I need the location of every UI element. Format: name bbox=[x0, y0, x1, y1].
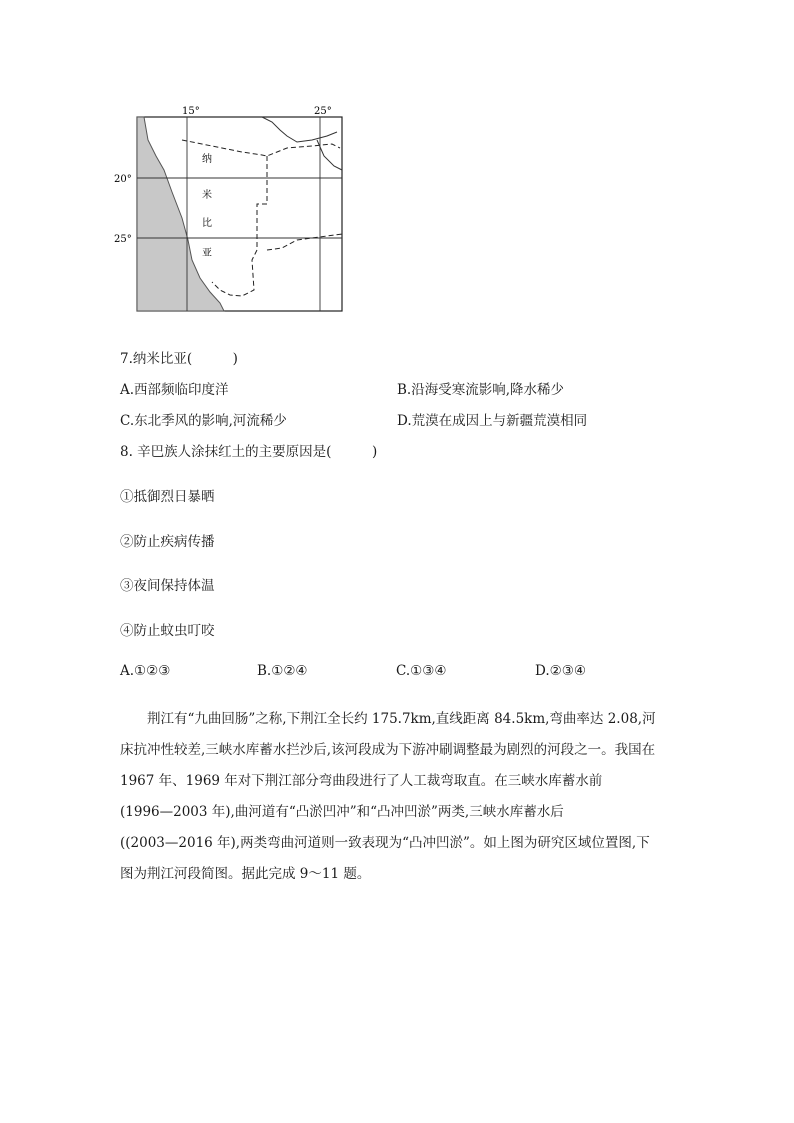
lon-label-15: 15° bbox=[182, 106, 200, 117]
lat-label-25: 25° bbox=[114, 234, 132, 245]
passage-line-3: 1967 年、1969 年对下荆江部分弯曲段进行了人工裁弯取直。在三峡水库蓄水前 bbox=[120, 773, 603, 789]
q8-option-d[interactable]: D.②③④ bbox=[535, 663, 586, 679]
country-char-4: 亚 bbox=[202, 248, 212, 259]
q7-stem: 7.纳米比亚( ) bbox=[120, 351, 238, 367]
q8-item-4: ④防止蚊虫叮咬 bbox=[120, 623, 215, 639]
q8-option-b[interactable]: B.①②④ bbox=[257, 663, 308, 679]
lon-label-25: 25° bbox=[314, 106, 332, 117]
passage-line-2: 床抗冲性较差,三峡水库蓄水拦沙后,该河段成为下游冲刷调整最为剧烈的河段之一。我国在 bbox=[120, 742, 656, 758]
q8-option-a[interactable]: A.①②③ bbox=[120, 663, 171, 679]
passage-line-4: (1996—2003 年),曲河道有“凸淤凹冲”和“凸冲凹淤”两类,三峡水库蓄水后 bbox=[120, 804, 564, 820]
q7-option-c[interactable]: C.东北季风的影响,河流稀少 bbox=[120, 413, 287, 429]
q8-stem: 8. 辛巴族人涂抹红土的主要原因是( ) bbox=[120, 444, 378, 460]
namibia-map-svg bbox=[112, 100, 352, 315]
lat-label-20: 20° bbox=[114, 174, 132, 185]
passage-line-5: ((2003—2016 年),两类弯曲河道则一致表现为“凸冲凹淤”。如上图为研究区域位置图,下 bbox=[120, 835, 650, 851]
q7-option-b[interactable]: B.沿海受寒流影响,降水稀少 bbox=[397, 382, 565, 398]
q7-option-d[interactable]: D.荒漠在成因上与新疆荒漠相同 bbox=[397, 413, 588, 429]
country-char-3: 比 bbox=[202, 218, 212, 229]
q8-option-c[interactable]: C.①③④ bbox=[396, 663, 447, 679]
country-char-1: 纳 bbox=[202, 154, 212, 165]
q8-item-1: ①抵御烈日暴晒 bbox=[120, 489, 215, 505]
country-char-2: 米 bbox=[202, 190, 212, 201]
q8-item-3: ③夜间保持体温 bbox=[120, 578, 215, 594]
passage-line-6: 图为荆江河段简图。据此完成 9～11 题。 bbox=[120, 866, 371, 882]
q7-option-a[interactable]: A.西部频临印度洋 bbox=[120, 382, 229, 398]
passage-line-1: 荆江有“九曲回肠”之称,下荆江全长约 175.7km,直线距离 84.5km,弯曲率达 2.08,河 bbox=[147, 711, 656, 727]
namibia-map bbox=[112, 100, 352, 315]
q8-item-2: ②防止疾病传播 bbox=[120, 534, 215, 550]
